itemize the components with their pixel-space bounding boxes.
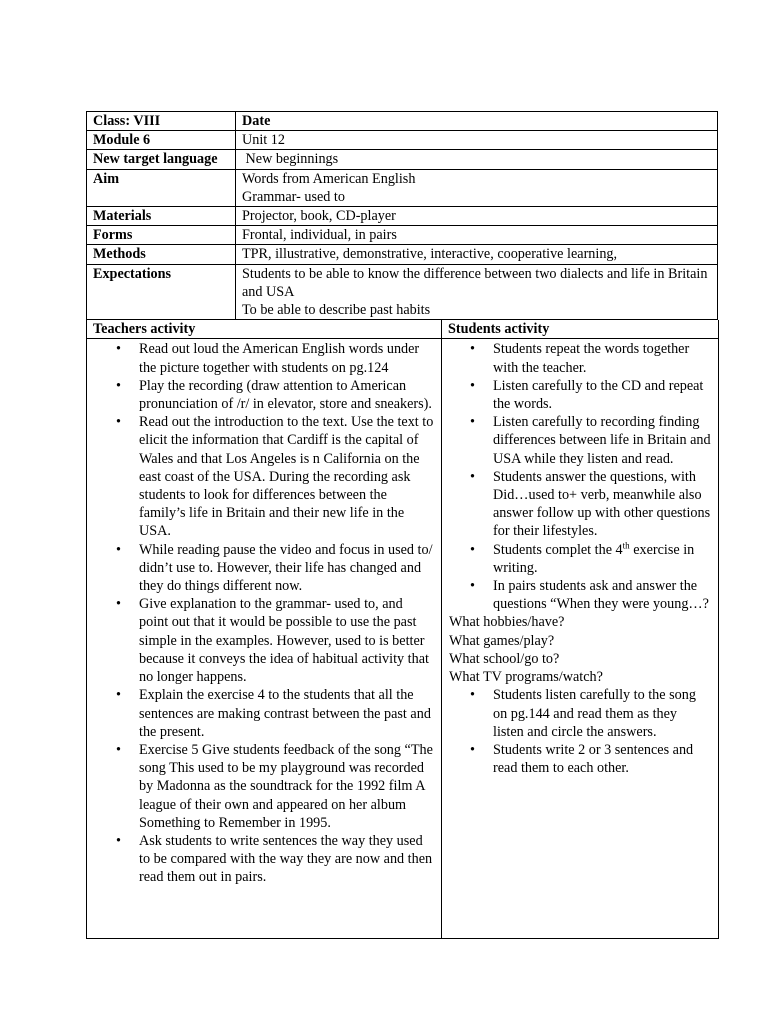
info-label: Forms (87, 226, 236, 245)
bullet-icon: • (116, 541, 121, 558)
list-item (88, 377, 440, 413)
info-row-module (87, 131, 718, 150)
list-item-text: Students listen carefully to the song on pg.144 and read them as they listen and circle the answers. (493, 687, 696, 740)
list-item-text: Students write 2 or 3 sentences and read them to each other. (493, 741, 694, 777)
lesson-info-table (86, 111, 718, 320)
list-item-text: Listen carefully to the CD and repeat the words. (493, 377, 704, 413)
list-item-text: Listen carefully to recording finding differences between life in Britain and USA while they listen and read. (493, 414, 711, 467)
list-item-text: In pairs students ask and answer the questions “When they were young…? (493, 578, 709, 613)
list-item (88, 340, 440, 376)
bullet-icon: • (470, 741, 475, 758)
info-value: Projector, book, CD-player (236, 207, 718, 226)
activities-header-row (87, 320, 719, 339)
list-item-text: While reading pause the video and focus in used to/ didn’t use to. However, their life has changed and they do things different now. (139, 541, 433, 595)
bullet-icon: • (116, 596, 121, 613)
teachers-activity-cell (87, 339, 442, 939)
info-row-methods (87, 245, 718, 264)
question-line: What TV programs/watch? (449, 669, 603, 686)
question-lines (443, 613, 717, 686)
bullet-icon: • (116, 741, 121, 758)
list-item-text: Play the recording (draw attention to American pronunciation of /r/ in elevator, store and sneakers). (139, 377, 432, 413)
info-label: New target language (87, 150, 236, 169)
bullet-icon: • (470, 578, 475, 595)
info-value: Unit 12 (236, 131, 718, 150)
info-label: Expectations (87, 264, 236, 320)
students-activity-heading: Students activity (442, 320, 719, 339)
info-value: Date (236, 112, 718, 131)
bullet-icon: • (116, 687, 121, 704)
list-item-text: Read out loud the American English words under the picture together with students on pg.124 (139, 341, 420, 376)
bullet-icon: • (470, 468, 475, 485)
students-activity-list (443, 541, 717, 577)
list-item-text: Students answer the questions, with Did…used to+ verb, meanwhile also answer follow up with other questions for their lifestyles. (493, 468, 711, 540)
info-value (236, 264, 718, 320)
expectation-line: Students to be able to know the difference between two dialects and life in Britain and USA (242, 265, 708, 300)
list-item (443, 577, 717, 613)
info-label: Methods (87, 245, 236, 264)
info-row-aim (87, 169, 718, 206)
expectation-line: To be able to describe past habits (242, 302, 431, 319)
info-row-expectations (87, 264, 718, 320)
list-item (443, 468, 717, 541)
info-value: TPR, illustrative, demonstrative, interactive, cooperative learning, (236, 245, 718, 264)
info-label: Aim (87, 169, 236, 206)
info-label: Module 6 (87, 131, 236, 150)
bullet-icon: • (470, 341, 475, 358)
teachers-activity-heading: Teachers activity (87, 320, 442, 339)
list-item-text: Ask students to write sentences the way they used to be compared with the way they are now and then read them out in pairs. (139, 832, 433, 886)
list-item (443, 413, 717, 468)
students-activity-cell (442, 339, 719, 939)
list-item (88, 413, 440, 540)
list-item (443, 686, 717, 741)
info-value (236, 169, 718, 206)
info-value: New beginnings (236, 150, 718, 169)
list-item-text: Explain the exercise 4 to the students that all the sentences are making contrast between the past and the present. (139, 687, 431, 740)
superscript-text: th (622, 539, 630, 550)
bullet-icon: • (470, 377, 475, 394)
lesson-plan (86, 111, 718, 939)
activities-body-row (87, 339, 719, 939)
list-item (88, 832, 440, 887)
list-item-text: Students complet the 4 (493, 541, 623, 558)
students-activity-list (443, 577, 717, 613)
list-item (88, 595, 440, 686)
info-label: Class: VIII (87, 112, 236, 131)
info-row-class (87, 112, 718, 131)
bullet-icon: • (116, 414, 121, 431)
question-line: What hobbies/have? (449, 614, 565, 631)
question-line: What school/go to? (449, 650, 560, 667)
list-item-text: Give explanation to the grammar- used to, and point out that it would be possible to use the past simple in the examples. However, used to is better because it conveys the idea of habitual activity that no longer happens. (139, 596, 429, 686)
list-item (443, 741, 717, 777)
list-item (443, 377, 717, 413)
info-label: Materials (87, 207, 236, 226)
list-item-text: Read out the introduction to the text. Use the text to elicit the information that Cardiff is the capital of Wales and that Los Angeles is n California on the east coast of the USA. During the recording ask students to look for differences between the family’s life in Britain and their new life in the USA. (139, 414, 434, 540)
info-row-target-language (87, 150, 718, 169)
bullet-icon: • (116, 341, 121, 358)
list-item (88, 686, 440, 741)
bullet-icon: • (116, 377, 121, 394)
list-item-text: exercise in writing. (493, 541, 695, 576)
list-item (88, 741, 440, 832)
bullet-icon: • (470, 541, 475, 558)
info-value: Frontal, individual, in pairs (236, 226, 718, 245)
activities-table (86, 320, 719, 939)
aim-line: Grammar- used to (242, 188, 345, 205)
students-activity-list (443, 686, 717, 777)
list-item (443, 340, 717, 376)
teachers-activity-list (88, 340, 440, 886)
question-line: What games/play? (449, 632, 555, 649)
info-row-materials (87, 207, 718, 226)
bullet-icon: • (116, 832, 121, 849)
list-item (88, 541, 440, 596)
aim-line: Words from American English (242, 170, 416, 187)
bullet-icon: • (470, 414, 475, 431)
list-item-text: Exercise 5 Give students feedback of the song “The song This used to be my playground was recorded by Madonna as the soundtrack for the 1992 film A league of their own and appeared on her album Something to Remember in 1995. (139, 741, 433, 831)
list-item-text: Students repeat the words together with the teacher. (493, 341, 690, 376)
info-row-forms (87, 226, 718, 245)
bullet-icon: • (470, 687, 475, 704)
list-item (443, 541, 717, 577)
students-activity-list (443, 340, 717, 540)
